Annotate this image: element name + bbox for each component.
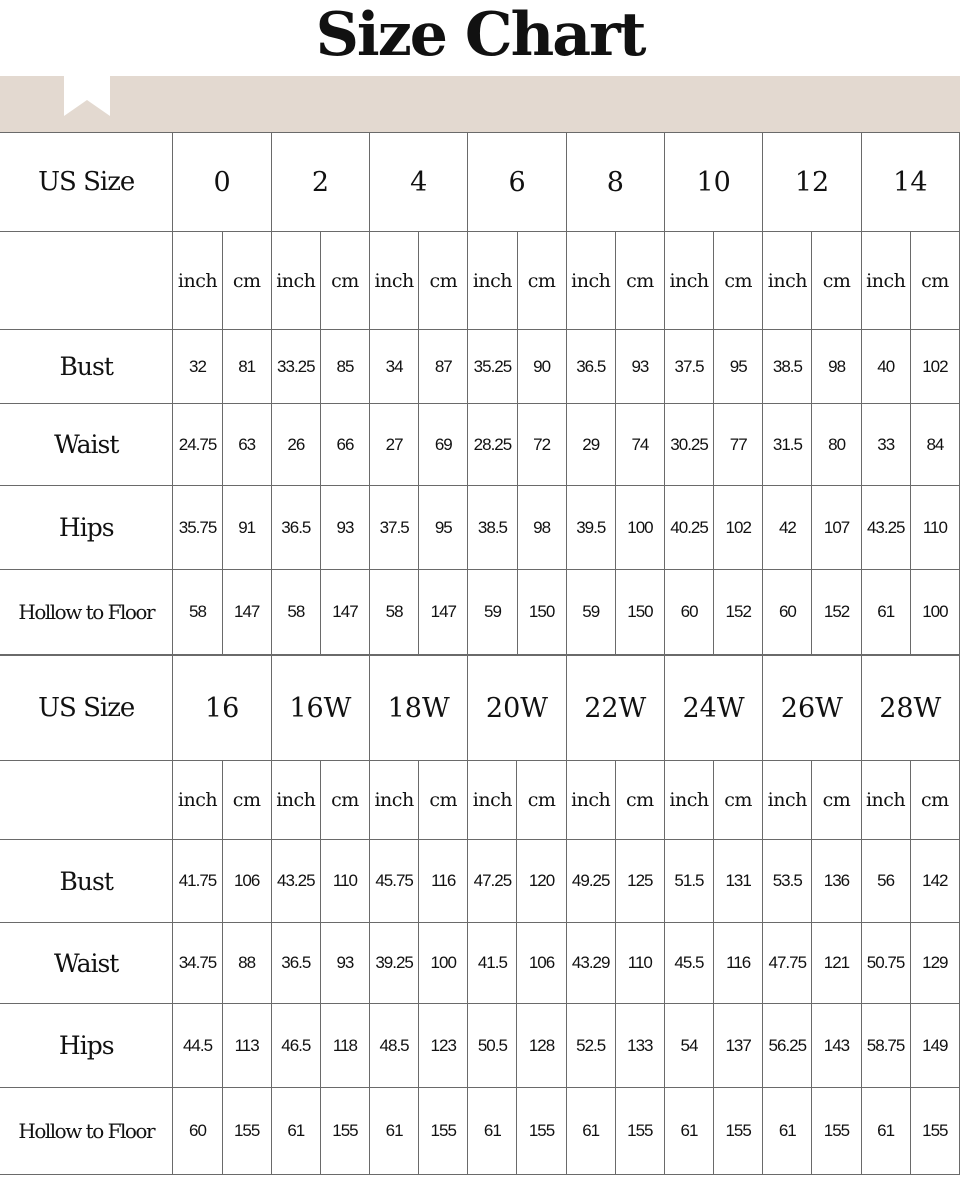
unit-inch-cell: inch bbox=[173, 761, 222, 840]
measurement-value: 155 bbox=[910, 1088, 959, 1175]
measurement-value: 91 bbox=[222, 486, 271, 570]
measurement-value: 77 bbox=[714, 404, 763, 486]
measurement-value: 58 bbox=[173, 570, 222, 655]
unit-inch-cell: inch bbox=[861, 761, 910, 840]
measurement-row bbox=[0, 1004, 960, 1088]
measurement-value: 35.75 bbox=[173, 486, 222, 570]
size-table-plus bbox=[0, 655, 960, 1175]
measurement-value: 61 bbox=[664, 1088, 713, 1175]
measurement-value: 34.75 bbox=[173, 923, 222, 1004]
measurement-value: 61 bbox=[370, 1088, 419, 1175]
unit-row-label bbox=[0, 761, 173, 840]
measurement-value: 50.75 bbox=[861, 923, 910, 1004]
measurement-value: 37.5 bbox=[370, 486, 419, 570]
size-header-cell: 26W bbox=[763, 656, 861, 761]
measurement-value: 24.75 bbox=[173, 404, 222, 486]
measurement-value: 113 bbox=[222, 1004, 271, 1088]
unit-inch-cell: inch bbox=[566, 232, 615, 330]
unit-inch-cell: inch bbox=[664, 761, 713, 840]
measurement-value: 147 bbox=[419, 570, 468, 655]
measurement-value: 74 bbox=[615, 404, 664, 486]
unit-cm-cell: cm bbox=[320, 232, 369, 330]
measurement-row bbox=[0, 404, 960, 486]
measurement-value: 116 bbox=[419, 840, 468, 923]
unit-cm-cell: cm bbox=[910, 761, 959, 840]
measurement-value: 155 bbox=[517, 1088, 566, 1175]
measurement-value: 36.5 bbox=[271, 923, 320, 1004]
measurement-value: 38.5 bbox=[763, 330, 812, 404]
size-header-cell: 14 bbox=[861, 133, 959, 232]
measurement-value: 56 bbox=[861, 840, 910, 923]
measurement-value: 98 bbox=[517, 486, 566, 570]
unit-inch-cell: inch bbox=[370, 761, 419, 840]
unit-cm-cell: cm bbox=[615, 232, 664, 330]
measurement-value: 43.29 bbox=[566, 923, 615, 1004]
measurement-value: 52.5 bbox=[566, 1004, 615, 1088]
measurement-value: 50.5 bbox=[468, 1004, 517, 1088]
measurement-label: Waist bbox=[0, 404, 173, 486]
measurement-value: 46.5 bbox=[271, 1004, 320, 1088]
measurement-value: 152 bbox=[812, 570, 861, 655]
measurement-value: 45.75 bbox=[370, 840, 419, 923]
unit-cm-cell: cm bbox=[222, 761, 271, 840]
measurement-value: 33.25 bbox=[271, 330, 320, 404]
unit-inch-cell: inch bbox=[861, 232, 910, 330]
size-header-row bbox=[0, 133, 960, 232]
unit-cm-cell: cm bbox=[517, 761, 566, 840]
measurement-value: 147 bbox=[222, 570, 271, 655]
unit-inch-cell: inch bbox=[173, 232, 222, 330]
measurement-value: 137 bbox=[714, 1004, 763, 1088]
measurement-value: 93 bbox=[320, 486, 369, 570]
measurement-value: 27 bbox=[370, 404, 419, 486]
measurement-value: 81 bbox=[222, 330, 271, 404]
measurement-value: 69 bbox=[419, 404, 468, 486]
measurement-value: 95 bbox=[714, 330, 763, 404]
unit-cm-cell: cm bbox=[812, 232, 861, 330]
size-header-cell: 18W bbox=[370, 656, 468, 761]
page-title: Size Chart bbox=[315, 0, 645, 70]
unit-inch-cell: inch bbox=[763, 761, 812, 840]
size-header-cell: 0 bbox=[173, 133, 271, 232]
measurement-value: 155 bbox=[714, 1088, 763, 1175]
measurement-value: 61 bbox=[271, 1088, 320, 1175]
measurement-value: 90 bbox=[517, 330, 566, 404]
measurement-value: 34 bbox=[370, 330, 419, 404]
unit-inch-cell: inch bbox=[468, 232, 517, 330]
measurement-row bbox=[0, 923, 960, 1004]
measurement-value: 60 bbox=[665, 570, 714, 655]
measurement-label: Hollow to Floor bbox=[0, 1088, 173, 1175]
measurement-value: 61 bbox=[861, 570, 910, 655]
unit-cm-cell: cm bbox=[714, 761, 763, 840]
measurement-value: 59 bbox=[566, 570, 615, 655]
unit-cm-cell: cm bbox=[517, 232, 566, 330]
measurement-row bbox=[0, 330, 960, 404]
measurement-value: 47.75 bbox=[763, 923, 812, 1004]
measurement-value: 32 bbox=[173, 330, 222, 404]
size-header-cell: 16W bbox=[271, 656, 369, 761]
measurement-value: 28.25 bbox=[468, 404, 517, 486]
measurement-value: 136 bbox=[812, 840, 861, 923]
measurement-label: Hollow to Floor bbox=[0, 570, 173, 655]
unit-row bbox=[0, 761, 960, 840]
measurement-value: 152 bbox=[714, 570, 763, 655]
measurement-value: 131 bbox=[714, 840, 763, 923]
measurement-value: 120 bbox=[517, 840, 566, 923]
measurement-value: 43.25 bbox=[861, 486, 910, 570]
size-header-cell: 12 bbox=[763, 133, 861, 232]
size-header-cell: 6 bbox=[468, 133, 566, 232]
measurement-value: 41.75 bbox=[173, 840, 222, 923]
measurement-value: 150 bbox=[517, 570, 566, 655]
size-header-cell: 20W bbox=[468, 656, 566, 761]
unit-inch-cell: inch bbox=[370, 232, 419, 330]
measurement-value: 150 bbox=[615, 570, 664, 655]
measurement-value: 61 bbox=[763, 1088, 812, 1175]
unit-cm-cell: cm bbox=[419, 232, 468, 330]
measurement-value: 110 bbox=[910, 486, 959, 570]
measurement-value: 58 bbox=[370, 570, 419, 655]
measurement-value: 155 bbox=[419, 1088, 468, 1175]
measurement-value: 80 bbox=[812, 404, 861, 486]
measurement-value: 35.25 bbox=[468, 330, 517, 404]
measurement-label: Hips bbox=[0, 486, 173, 570]
measurement-value: 47.25 bbox=[468, 840, 517, 923]
unit-cm-cell: cm bbox=[910, 232, 959, 330]
unit-cm-cell: cm bbox=[320, 761, 369, 840]
measurement-value: 61 bbox=[468, 1088, 517, 1175]
measurement-value: 116 bbox=[714, 923, 763, 1004]
measurement-value: 143 bbox=[812, 1004, 861, 1088]
unit-inch-cell: inch bbox=[763, 232, 812, 330]
measurement-value: 155 bbox=[320, 1088, 369, 1175]
measurement-value: 155 bbox=[812, 1088, 861, 1175]
measurement-value: 58 bbox=[271, 570, 320, 655]
size-header-cell: 16 bbox=[173, 656, 271, 761]
measurement-value: 31.5 bbox=[763, 404, 812, 486]
measurement-value: 60 bbox=[763, 570, 812, 655]
unit-inch-cell: inch bbox=[468, 761, 517, 840]
unit-cm-cell: cm bbox=[615, 761, 664, 840]
measurement-value: 29 bbox=[566, 404, 615, 486]
measurement-value: 59 bbox=[468, 570, 517, 655]
unit-inch-cell: inch bbox=[271, 761, 320, 840]
measurement-value: 155 bbox=[222, 1088, 271, 1175]
measurement-value: 149 bbox=[910, 1004, 959, 1088]
measurement-value: 40 bbox=[861, 330, 910, 404]
measurement-label: Waist bbox=[0, 923, 173, 1004]
measurement-value: 40.25 bbox=[665, 486, 714, 570]
measurement-label: Hips bbox=[0, 1004, 173, 1088]
unit-cm-cell: cm bbox=[714, 232, 763, 330]
unit-row-label bbox=[0, 232, 173, 330]
size-header-cell: 10 bbox=[665, 133, 763, 232]
measurement-value: 98 bbox=[812, 330, 861, 404]
unit-inch-cell: inch bbox=[271, 232, 320, 330]
measurement-value: 100 bbox=[419, 923, 468, 1004]
measurement-value: 155 bbox=[615, 1088, 664, 1175]
measurement-value: 95 bbox=[419, 486, 468, 570]
measurement-row bbox=[0, 486, 960, 570]
bookmark-ribbon-icon bbox=[64, 76, 110, 116]
measurement-value: 129 bbox=[910, 923, 959, 1004]
unit-cm-cell: cm bbox=[419, 761, 468, 840]
measurement-value: 147 bbox=[320, 570, 369, 655]
measurement-value: 51.5 bbox=[664, 840, 713, 923]
measurement-value: 66 bbox=[320, 404, 369, 486]
measurement-value: 33 bbox=[861, 404, 910, 486]
measurement-value: 125 bbox=[615, 840, 664, 923]
measurement-value: 42 bbox=[763, 486, 812, 570]
measurement-value: 36.5 bbox=[566, 330, 615, 404]
measurement-value: 58.75 bbox=[861, 1004, 910, 1088]
measurement-value: 121 bbox=[812, 923, 861, 1004]
measurement-value: 56.25 bbox=[763, 1004, 812, 1088]
measurement-value: 49.25 bbox=[566, 840, 615, 923]
measurement-value: 102 bbox=[714, 486, 763, 570]
size-header-cell: 4 bbox=[370, 133, 468, 232]
measurement-value: 43.25 bbox=[271, 840, 320, 923]
measurement-value: 123 bbox=[419, 1004, 468, 1088]
measurement-row bbox=[0, 840, 960, 923]
size-header-cell: 24W bbox=[664, 656, 762, 761]
measurement-row bbox=[0, 1088, 960, 1175]
measurement-value: 48.5 bbox=[370, 1004, 419, 1088]
measurement-value: 39.25 bbox=[370, 923, 419, 1004]
measurement-value: 45.5 bbox=[664, 923, 713, 1004]
measurement-value: 63 bbox=[222, 404, 271, 486]
measurement-value: 100 bbox=[615, 486, 664, 570]
measurement-value: 118 bbox=[320, 1004, 369, 1088]
size-table-standard bbox=[0, 132, 960, 655]
size-header-cell: 28W bbox=[861, 656, 960, 761]
size-header-row bbox=[0, 656, 960, 761]
measurement-value: 110 bbox=[320, 840, 369, 923]
measurement-value: 106 bbox=[222, 840, 271, 923]
measurement-value: 26 bbox=[271, 404, 320, 486]
measurement-label: Bust bbox=[0, 330, 173, 404]
measurement-value: 39.5 bbox=[566, 486, 615, 570]
measurement-value: 72 bbox=[517, 404, 566, 486]
header-band bbox=[0, 76, 960, 132]
measurement-value: 93 bbox=[320, 923, 369, 1004]
measurement-value: 61 bbox=[566, 1088, 615, 1175]
size-header-cell: 2 bbox=[271, 133, 369, 232]
measurement-value: 110 bbox=[615, 923, 664, 1004]
measurement-value: 30.25 bbox=[665, 404, 714, 486]
measurement-value: 53.5 bbox=[763, 840, 812, 923]
measurement-value: 106 bbox=[517, 923, 566, 1004]
measurement-value: 93 bbox=[615, 330, 664, 404]
measurement-value: 133 bbox=[615, 1004, 664, 1088]
measurement-value: 44.5 bbox=[173, 1004, 222, 1088]
measurement-value: 85 bbox=[320, 330, 369, 404]
measurement-value: 36.5 bbox=[271, 486, 320, 570]
measurement-value: 61 bbox=[861, 1088, 910, 1175]
measurement-value: 107 bbox=[812, 486, 861, 570]
unit-cm-cell: cm bbox=[222, 232, 271, 330]
measurement-value: 128 bbox=[517, 1004, 566, 1088]
measurement-row bbox=[0, 570, 960, 655]
measurement-value: 54 bbox=[664, 1004, 713, 1088]
unit-cm-cell: cm bbox=[812, 761, 861, 840]
measurement-value: 84 bbox=[910, 404, 959, 486]
measurement-value: 88 bbox=[222, 923, 271, 1004]
measurement-label: Bust bbox=[0, 840, 173, 923]
unit-row bbox=[0, 232, 960, 330]
measurement-value: 142 bbox=[910, 840, 959, 923]
size-header-cell: 8 bbox=[566, 133, 664, 232]
measurement-value: 102 bbox=[910, 330, 959, 404]
measurement-value: 37.5 bbox=[665, 330, 714, 404]
unit-inch-cell: inch bbox=[566, 761, 615, 840]
us-size-label: US Size bbox=[0, 133, 173, 232]
measurement-value: 60 bbox=[173, 1088, 222, 1175]
us-size-label: US Size bbox=[0, 656, 173, 761]
size-header-cell: 22W bbox=[566, 656, 664, 761]
measurement-value: 100 bbox=[910, 570, 959, 655]
unit-inch-cell: inch bbox=[665, 232, 714, 330]
measurement-value: 38.5 bbox=[468, 486, 517, 570]
measurement-value: 41.5 bbox=[468, 923, 517, 1004]
measurement-value: 87 bbox=[419, 330, 468, 404]
